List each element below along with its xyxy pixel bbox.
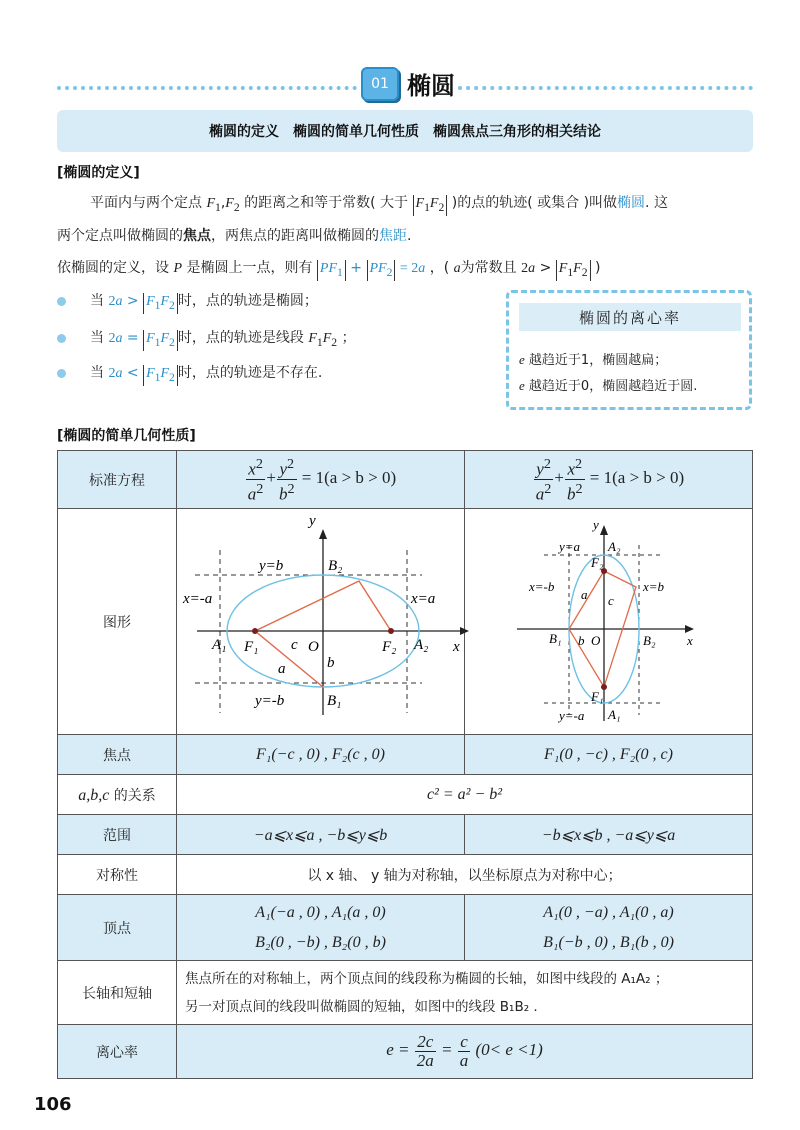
table-row [58, 509, 753, 735]
vertex-horizontal: A₁(−a , 0) , A₁(a , 0) B₂(0 , −b) , B₂(0 , b) [177, 895, 465, 961]
table-row [58, 895, 753, 961]
header-dotted-line-right [458, 86, 753, 90]
label-y-eq-a: y=a [558, 538, 580, 554]
label-B2: B₂ [328, 557, 343, 574]
label-x: x [453, 638, 460, 655]
focus-dot-right [388, 628, 394, 634]
symmetry-text: 以 x 轴、 y 轴为对称轴，以坐标原点为对称中心； [177, 855, 753, 895]
table-row [58, 775, 753, 815]
row-label-abc: a,b,c 的关系 [58, 775, 177, 815]
eccentricity-note-box [506, 290, 752, 410]
label-A1: A₁ [607, 706, 620, 722]
y-axis-arrow [600, 525, 608, 535]
label-O: O [590, 632, 600, 648]
label-F2: F₂ [382, 638, 397, 655]
label-A2: A₂ [414, 636, 429, 653]
bullet-line-3: 当 $2a < F_1F_2$ 时，点的轨迹是不存在. [90, 365, 323, 384]
label-a: a [580, 586, 587, 602]
bullet-dot [57, 334, 66, 343]
label-x-eq-neg-a: x=-a [183, 590, 213, 607]
table-row [58, 961, 753, 1025]
label-x-eq-a: x=a [411, 590, 436, 607]
table-row [58, 815, 753, 855]
label-F2: F₂ [590, 554, 603, 570]
abc-relation: c² = a² − b² [177, 775, 753, 815]
row-label-range: 范围 [58, 815, 177, 855]
section-heading-properties: [椭圆的简单几何性质] [57, 428, 196, 444]
eccentricity-formula: e = $\frac{2c}{2a}$ = $\frac{c}{a}$ (0< e <1) [177, 1025, 753, 1079]
equation-vertical: $\frac{y^2}{a^2}$ + $\frac{x^2}{b^2}$ = 1(a > b > 0) [465, 451, 753, 509]
label-x-eq-neg-b: x=-b [528, 578, 554, 594]
axes-text: 焦点所在的对称轴上，两个顶点间的线段称为椭圆的长轴，如图中线段的 A₁A₂ ； 另一对顶点间的线段叫做椭圆的短轴，如图中的线段 B₁B₂ . [177, 961, 753, 1025]
label-x: x [686, 632, 693, 648]
row-label-standard: 标准方程 [58, 451, 177, 509]
figure-vertical-cell [465, 509, 753, 735]
table-row [58, 451, 753, 509]
row-label-figure: 图形 [58, 509, 177, 735]
definition-line-3: 依椭圆的定义，设 P 是椭圆上一点，则有 $PF_1 + PF_2 = 2a$ ，( a为常数且 $2a > F_1F_2$ ) [57, 260, 601, 279]
label-b: b [327, 654, 335, 671]
table-row [58, 1025, 753, 1079]
label-y: y [592, 516, 599, 532]
chapter-title: 椭圆 [407, 71, 455, 100]
row-label-axes: 长轴和短轴 [58, 961, 177, 1025]
definition-line-1: 平面内与两个定点 $F_1,F_2$ 的距离之和等于常数( 大于 $F_1F_2$ )的点的轨迹( 或集合 )叫做椭圆. 这 [90, 195, 668, 214]
ellipse-properties-table [57, 450, 753, 1079]
label-B1: B₁ [327, 692, 342, 709]
range-vertical: −b⩽x⩽b , −a⩽y⩽a [465, 815, 753, 855]
vertex-vertical: A₁(0 , −a) , A₁(0 , a) B₁(−b , 0) , B₁(b , 0) [465, 895, 753, 961]
y-axis-arrow [319, 529, 327, 539]
section-heading-definition: [椭圆的定义] [57, 165, 140, 181]
page-number: 106 [34, 1094, 72, 1115]
label-a: a [278, 660, 286, 677]
label-x-eq-b: x=b [642, 578, 664, 594]
figure-horizontal-ellipse [177, 515, 477, 729]
label-A1: A₁ [212, 636, 227, 653]
label-F1: F₁ [244, 638, 259, 655]
label-B1: B₁ [548, 630, 561, 646]
term-ellipse: 椭圆 [617, 195, 646, 211]
label-y-eq-b: y=b [259, 557, 284, 574]
eccentricity-note-title: 椭圆的离心率 [519, 303, 741, 331]
label-y-eq-neg-a: y=-a [558, 707, 584, 723]
label-b: b [577, 632, 584, 648]
row-label-focus: 焦点 [58, 735, 177, 775]
figure-horizontal-cell [177, 509, 465, 735]
bullet-dot [57, 297, 66, 306]
term-focal-distance: 焦距 [379, 228, 407, 244]
label-B2: B₂ [642, 632, 655, 648]
definition-line-2: 两个定点叫做椭圆的焦点，两焦点的距离叫做椭圆的焦距. [57, 228, 412, 244]
label-y: y [309, 514, 316, 529]
row-label-symmetry: 对称性 [58, 855, 177, 895]
range-horizontal: −a⩽x⩽a , −b⩽y⩽b [177, 815, 465, 855]
row-label-eccentricity: 离心率 [58, 1025, 177, 1079]
topic-banner: 椭圆的定义 椭圆的简单几何性质 椭圆焦点三角形的相关结论 [57, 110, 753, 152]
table-row [58, 855, 753, 895]
label-A2: A₂ [607, 538, 620, 554]
chapter-header [361, 66, 455, 101]
bullet-line-2: 当 $2a = F_1F_2$ 时，点的轨迹是线段 $F_1F_2$ ； [90, 330, 356, 349]
chapter-number: 01 [361, 67, 399, 101]
focus-dot-left [252, 628, 258, 634]
label-F1: F₁ [590, 688, 603, 704]
eccentricity-note-line-1: e 越趋近于1，椭圆越扁； [519, 352, 668, 368]
focus-horizontal: F₁(−c , 0) , F₂(c , 0) [177, 735, 465, 775]
table-row [58, 735, 753, 775]
bullet-dot [57, 369, 66, 378]
label-c: c [291, 636, 298, 653]
label-y-eq-neg-b: y=-b [255, 692, 285, 709]
equation-horizontal: $\frac{x^2}{a^2}$ + $\frac{y^2}{b^2}$ = 1(a > b > 0) [177, 451, 465, 509]
eccentricity-note-line-2: e 越趋近于0，椭圆越趋近于圆. [519, 378, 698, 394]
focus-vertical: F₁(0 , −c) , F₂(0 , c) [465, 735, 753, 775]
figure-vertical-ellipse [509, 515, 709, 729]
label-O: O [308, 638, 319, 655]
row-label-vertex: 顶点 [58, 895, 177, 961]
x-axis-arrow [685, 625, 694, 633]
bullet-line-1: 当 $2a > F_1F_2$ 时，点的轨迹是椭圆； [90, 293, 318, 312]
label-c: c [607, 592, 614, 608]
header-dotted-line-left [57, 86, 357, 90]
